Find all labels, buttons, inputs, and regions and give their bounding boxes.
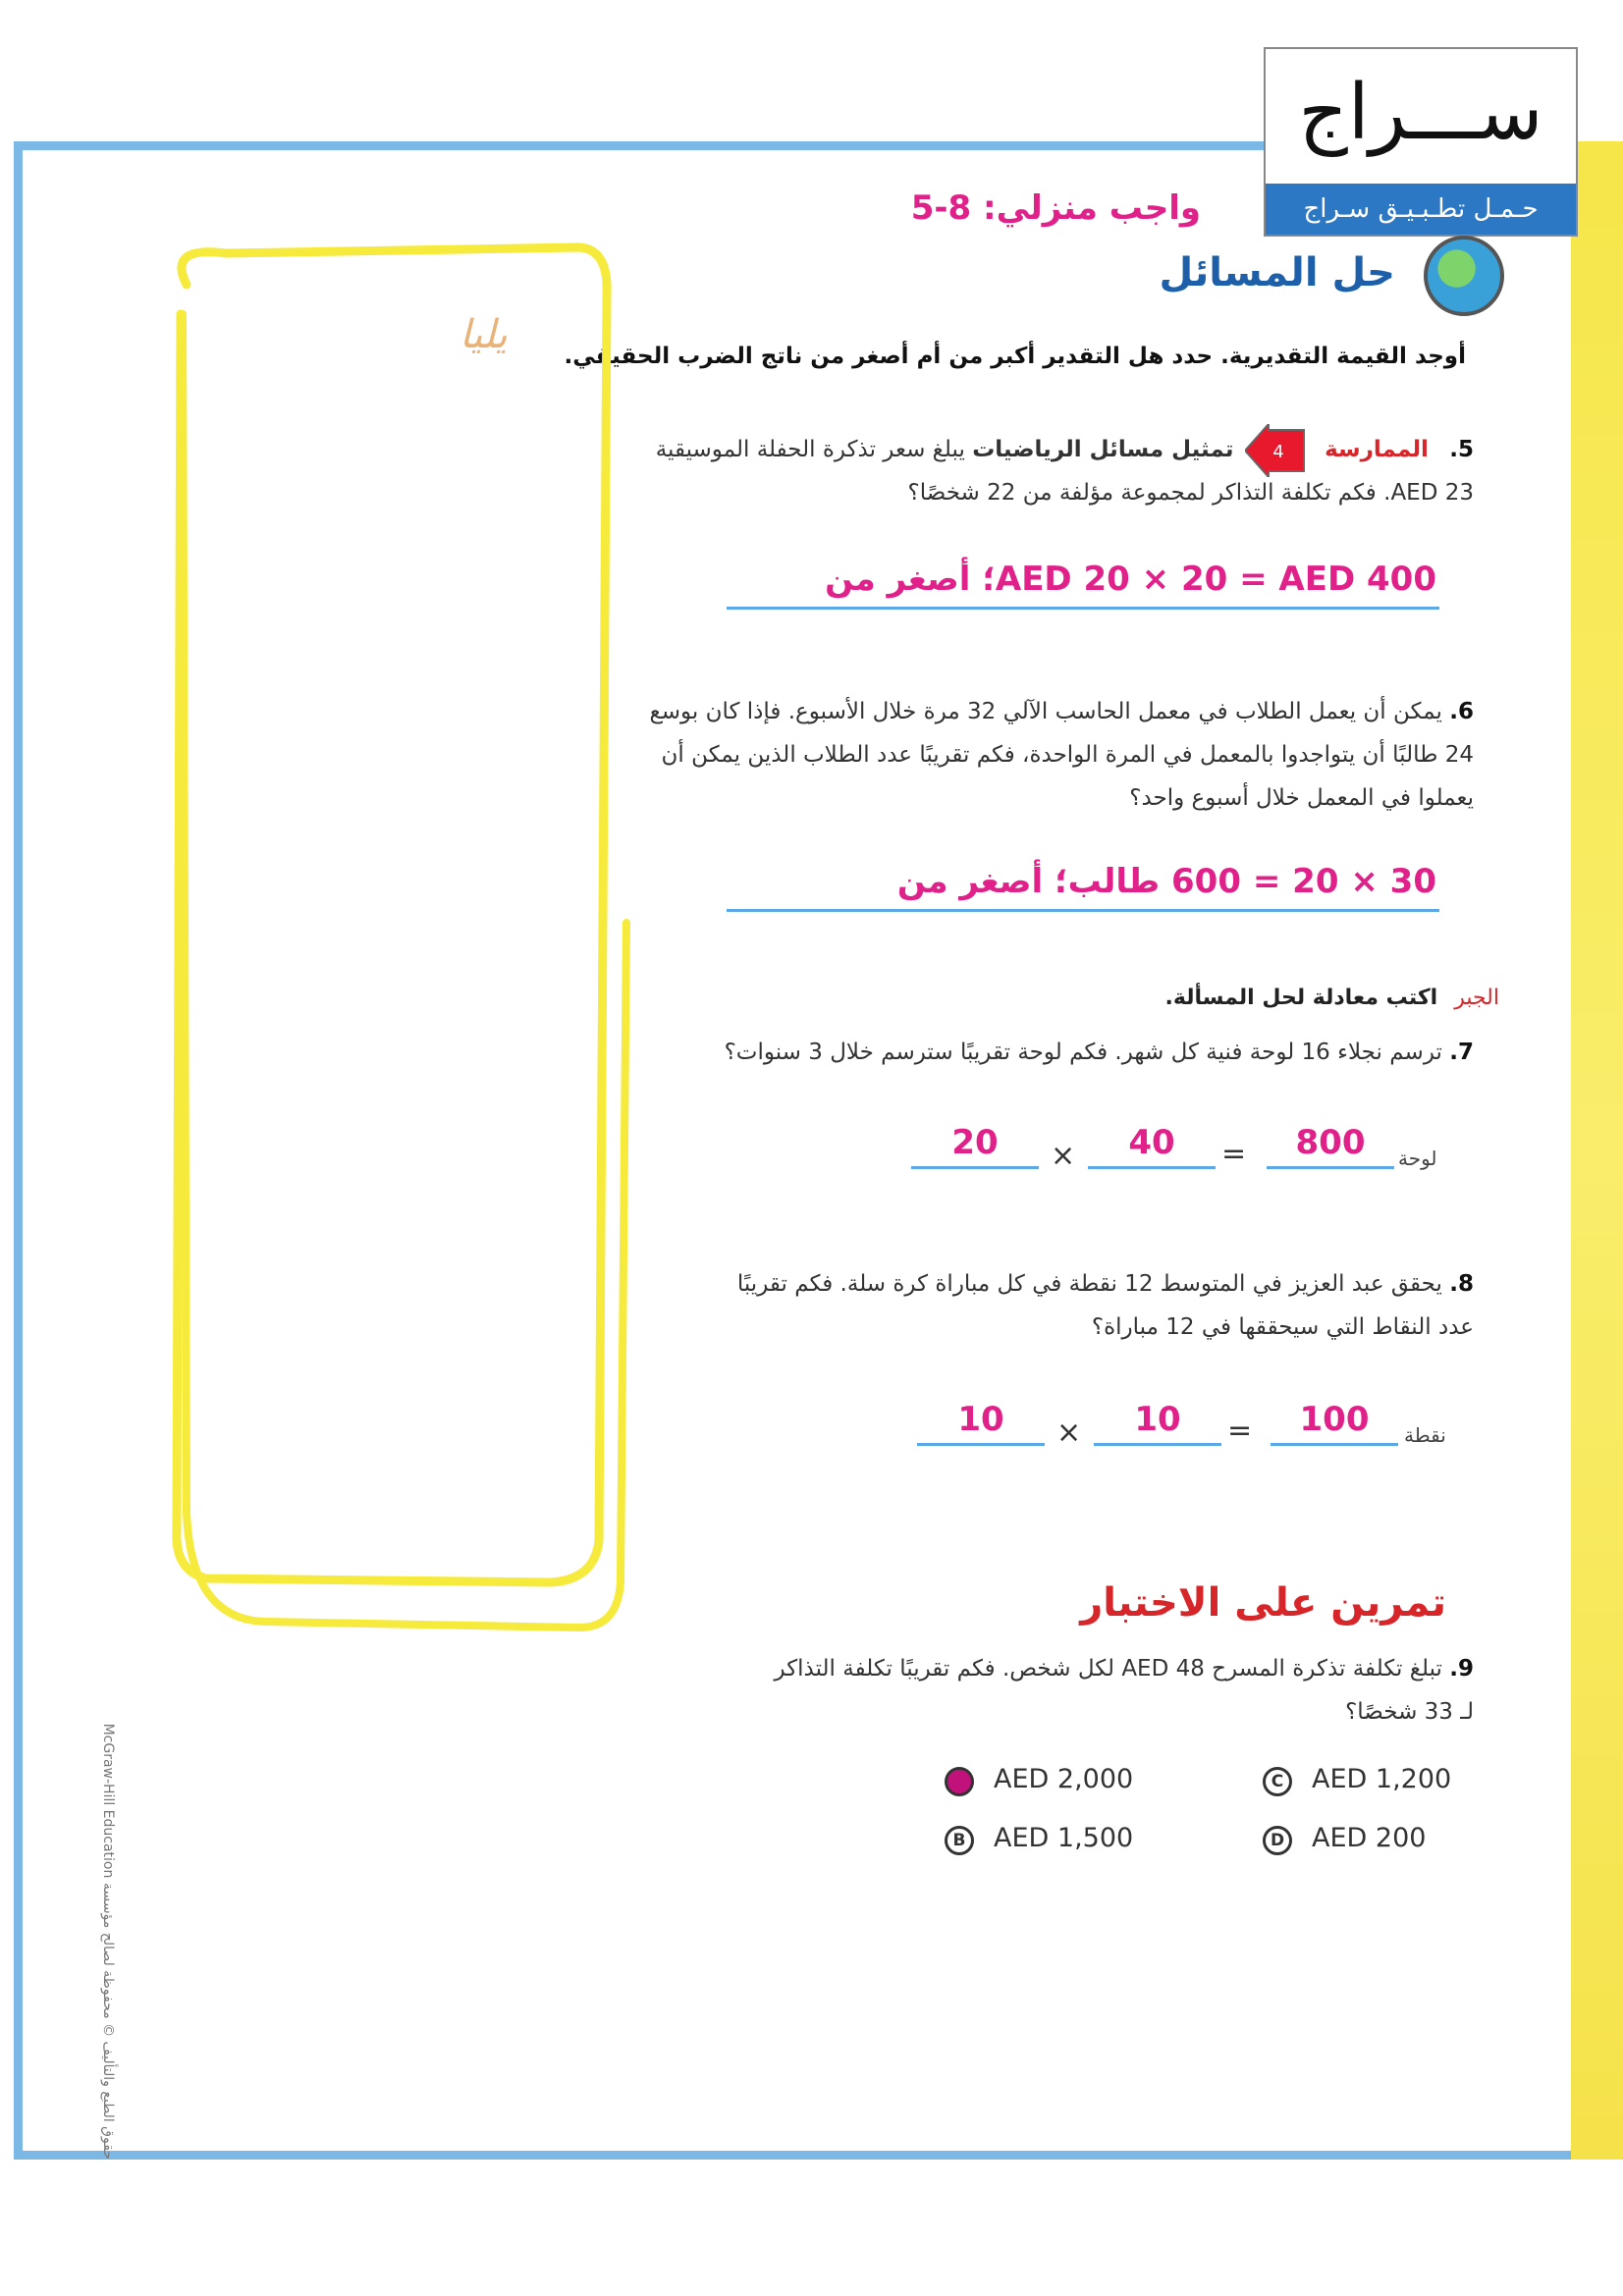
times-sign: × [1051,1139,1076,1173]
side-color-strip [1571,141,1623,2160]
equation-result-8: 100 [1299,1400,1370,1439]
option-b-radio[interactable]: B [945,1826,974,1855]
option-a-label[interactable]: AED 2,000 [994,1764,1134,1794]
question-5 [590,428,1474,514]
algebra-instruction: اكتب معادلة لحل المسألة. [1164,986,1438,1010]
question-text: يحقق عبد العزيز في المتوسط 12 نقطة في كل مباراة كرة سلة. فكم تقريبًا [736,1271,1442,1297]
answer-5: AED 20 × 20 = AED 400؛ أصغر من [825,560,1436,599]
option-d-radio[interactable]: D [1263,1826,1292,1855]
question-text: يبلغ سعر تذكرة الحفلة الموسيقية [655,437,965,462]
question-text-line2: 24 طالبًا أن يتواجدوا بالمعمل في المرة الواحدة، فكم تقريبًا عدد الطلاب الذين يمكن أن [661,742,1474,768]
equation-blank-b-7 [911,1166,1039,1169]
copyright-credit: حقوق الطبع والتأليف © محفوظة لصالح مؤسسة McGraw-Hill Education [100,1723,116,2160]
algebra-header [1165,986,1499,1010]
question-number: 8. [1449,1271,1474,1297]
unit-label-8: نقطة [1404,1423,1446,1447]
unit-label-7: لوحة [1398,1147,1437,1170]
question-9 [590,1647,1474,1734]
question-text: ترسم نجلاء 16 لوحة فنية كل شهر. فكم لوحة تقريبًا سترسم خلال 3 سنوات؟ [724,1040,1442,1065]
question-text-line2: AED 23. فكم تكلفة التذاكر لمجموعة مؤلفة من 22 شخصًا؟ [907,480,1474,506]
yellow-highlight-scribble [147,236,638,1649]
answer-line-5 [727,607,1439,610]
question-8 [590,1262,1474,1349]
equation-blank-a-7 [1088,1166,1216,1169]
equation-blank-result-7 [1267,1166,1394,1169]
option-c-radio[interactable]: C [1263,1767,1292,1796]
algebra-tag: الجبر [1454,986,1499,1010]
equation-factor-b-7: 20 [951,1123,999,1162]
answer-line-6 [727,909,1439,912]
option-b-label[interactable]: AED 1,500 [994,1823,1134,1853]
option-d-label[interactable]: AED 200 [1312,1823,1427,1853]
equation-blank-b-8 [917,1443,1045,1446]
question-number: 7. [1449,1040,1474,1065]
question-text-line2: لـ 33 شخصًا؟ [1345,1699,1474,1725]
equation-blank-a-8 [1094,1443,1221,1446]
practice-tag: الممارسة [1325,437,1429,462]
equation-factor-a-7: 40 [1128,1123,1175,1162]
question-number: 6. [1449,699,1474,724]
equation-factor-b-8: 10 [957,1400,1004,1439]
equals-sign: = [1221,1137,1247,1171]
equation-factor-a-8: 10 [1134,1400,1181,1439]
test-practice-title: تمرين على الاختبار [1080,1580,1446,1626]
handwritten-name: يليا [460,312,508,357]
equation-result-7: 800 [1295,1123,1366,1162]
question-text: يمكن أن يعمل الطلاب في معمل الحاسب الآلي 32 مرة خلال الأسبوع. فإذا كان بوسع [649,699,1442,724]
times-sign: × [1056,1415,1082,1450]
practice-badge-number: 4 [1272,442,1284,462]
logo-tagline: حـمـل تطـبـيـق سـراج [1266,184,1576,235]
logo-wordmark: ســـراج [1298,69,1543,157]
question-text-line2: عدد النقاط التي سيحققها في 12 مباراة؟ [1091,1314,1474,1340]
lesson-reference: واجب منزلي: 8-5 [910,188,1201,228]
globe-icon [1424,236,1504,316]
option-c-label[interactable]: AED 1,200 [1312,1764,1452,1794]
question-subtitle: تمثيل مسائل الرياضيات [972,437,1234,462]
equation-blank-result-8 [1271,1443,1398,1446]
practice-arrow-icon [1245,424,1306,477]
brand-logo[interactable] [1264,47,1578,237]
question-7 [590,1031,1474,1074]
answer-6: 30 × 20 = 600 طالب؛ أصغر من [896,862,1436,901]
instruction-text: أوجد القيمة التقديرية. حدد هل التقدير أكبر من أم أصغر من ناتج الضرب الحقيقي. [564,344,1466,369]
equals-sign: = [1227,1414,1253,1448]
question-6 [590,690,1474,820]
question-text: تبلغ تكلفة تذكرة المسرح AED 48 لكل شخص. فكم تقريبًا تكلفة التذاكر [774,1656,1442,1682]
question-text-line3: يعملوا في المعمل خلال أسبوع واحد؟ [1129,785,1474,811]
section-title: حل المسائل [1159,250,1395,295]
option-a-radio[interactable]: A [945,1767,974,1796]
question-number: 5. [1449,437,1474,462]
question-number: 9. [1449,1656,1474,1682]
